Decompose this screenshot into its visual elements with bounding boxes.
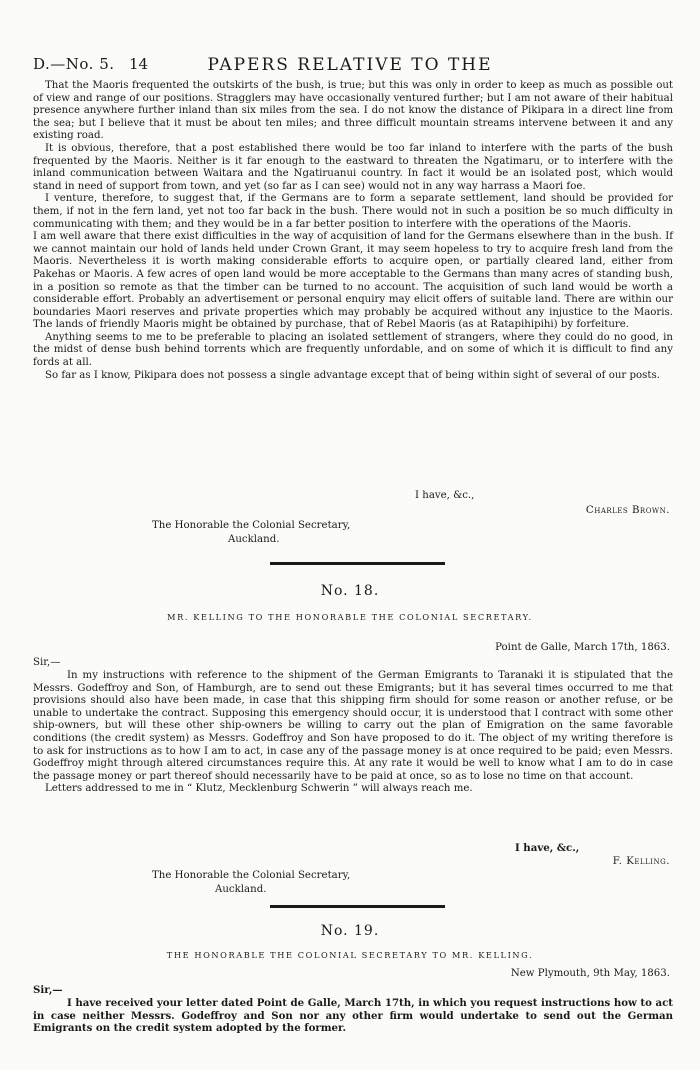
letter-17-body	[33, 80, 673, 382]
paragraph: So far as I know, Pikipara does not possess a single advantage except that of being within sight of several of our posts.	[45, 369, 660, 381]
page-header	[0, 55, 700, 75]
letter-18-addressee: The Honorable the Colonial Secretary,	[152, 870, 351, 881]
letter-19-salutation: Sir,—	[33, 984, 63, 996]
letter-18-caption: MR. KELLING TO THE HONORABLE THE COLONIAL SECRETARY.	[167, 612, 533, 622]
paragraph: It is obvious, therefore, that a post established there would be too far inland to interfere with the parts of the bush frequented by the Maoris. Neither is it far enough to the eastward to threaten the Ngatimaru, or to interfere with the inland communication between Waitara and the Ngatiruanui country. In fact it would be an isolated post, which would stand in need of support from town, and yet (so far as I can see) would not in any way harrass a Maori foe.	[33, 142, 673, 192]
letter-19-body	[33, 997, 673, 1035]
paragraph: In my instructions with reference to the shipment of the German Emigrants to Taranaki it is stipulated that the Messrs. Godeffroy and Son, of Hamburgh, are to send out these Emigrants; but it has several times occurred to me that provisions should also have been made, in case that this shipping firm should for some reason or another refuse, or be unable to undertake the contract. Supposing this emergency should occur, it is understood that I contract with some other ship-owners, but will these other ship-owners be willing to carry out the plan of Emigration on the same favorable conditions (the credit system) as Messrs. Godeffroy and Son have proposed to do it. The object of my writing therefore is to ask for instructions as to how I am to act, in case any of the passage money is at once required to be paid; even Messrs. Godeffroy might through altered circumstances require this. At any rate it would be well to know what I am to do in case the passage money or part thereof should necessarily have to be paid at once, so as to lose no time on that account.	[33, 670, 673, 782]
letter-17-signature: Charles Brown.	[585, 505, 670, 516]
section-divider	[270, 562, 445, 565]
section-divider	[270, 905, 445, 908]
letter-17-addressee-city: Auckland.	[228, 534, 280, 545]
letter-18-salutation: Sir,—	[33, 657, 61, 668]
letter-19-place-date: New Plymouth, 9th May, 1863.	[510, 968, 670, 979]
paragraph: Anything seems to me to be preferable to placing an isolated settlement of strangers, where they could do no good, in the midst of dense bush behind torrents which are frequently unfordable, and on some of which it is difficult to find any fords at all.	[33, 331, 673, 369]
paragraph: I am well aware that there exist difficulties in the way of acquisition of land for the Germans elsewhere than in the bush. If we cannot maintain our hold of lands held under Crown Grant, it may seem hopeless to try to acquire fresh land from the Maoris. Nevertheless it is worth making considerable efforts to acquire open, or partially cleared land, either from Pakehas or Maoris. A few acres of open land would be more acceptable to the Germans than many acres of standing bush, in a position so remote as that the timber can be turned to no account. The acquisition of such land would be worth a considerable effort. Probably an advertisement or personal enquiry may elicit offers of suitable land. There are within our boundaries Maori reserves and private properties which may probably be acquired without any injustice to the Maoris. The lands of friendly Maoris might be obtained by purchase, that of Rebel Maoris (as at Ratapihipihi) by forfeiture.	[33, 231, 673, 331]
paragraph: Letters addressed to me in “ Klutz, Mecklenburg Schwerin ” will always reach me.	[45, 783, 473, 795]
letter-18-body	[33, 670, 673, 796]
paragraph: I venture, therefore, to suggest that, if the Germans are to form a separate settlement, land should be provided for them, if not in the fern land, yet not too far back in the bush. There would not in such a position be so much difficulty in communicating with them; and they would be in a far better position to interfere with the operations of the Maoris.	[33, 193, 673, 230]
letter-18-number: No. 18.	[320, 583, 380, 599]
letter-17-addressee: The Honorable the Colonial Secretary,	[152, 520, 351, 531]
letter-18-addressee-city: Auckland.	[215, 884, 267, 895]
letter-18-place-date: Point de Galle, March 17th, 1863.	[495, 642, 670, 653]
letter-19-number: No. 19.	[320, 923, 380, 939]
paragraph: I have received your letter dated Point de Galle, March 17th, in which you request instructions how to act in case neither Messrs. Godeffroy and Son nor any other firm would undertake to send out the German Emigrants on the credit system adopted by the former.	[33, 997, 673, 1035]
letter-19-caption: THE HONORABLE THE COLONIAL SECRETARY TO MR. KELLING.	[166, 950, 534, 960]
page-number: 14	[129, 55, 149, 73]
letter-17-closing: I have, &c.,	[415, 490, 475, 501]
letter-18-closing: I have, &c.,	[515, 842, 580, 854]
running-title: PAPERS RELATIVE TO THE	[207, 55, 493, 75]
document-reference: D.—No. 5.	[33, 55, 115, 73]
paragraph: That the Maoris frequented the outskirts of the bush, is true; but this was only in order to keep as much as possible out of view and range of our positions. Stragglers may have occasionally ventured further; but I am not aware of their habitual presence anywhere further inland than six miles from the sea. I do not know the distance of Pikipara in a direct line from the sea; but I believe that it must be about ten miles; and three difficult mountain streams intervene between it and any existing road.	[33, 80, 673, 142]
letter-18-signature: F. Kelling.	[612, 856, 670, 867]
